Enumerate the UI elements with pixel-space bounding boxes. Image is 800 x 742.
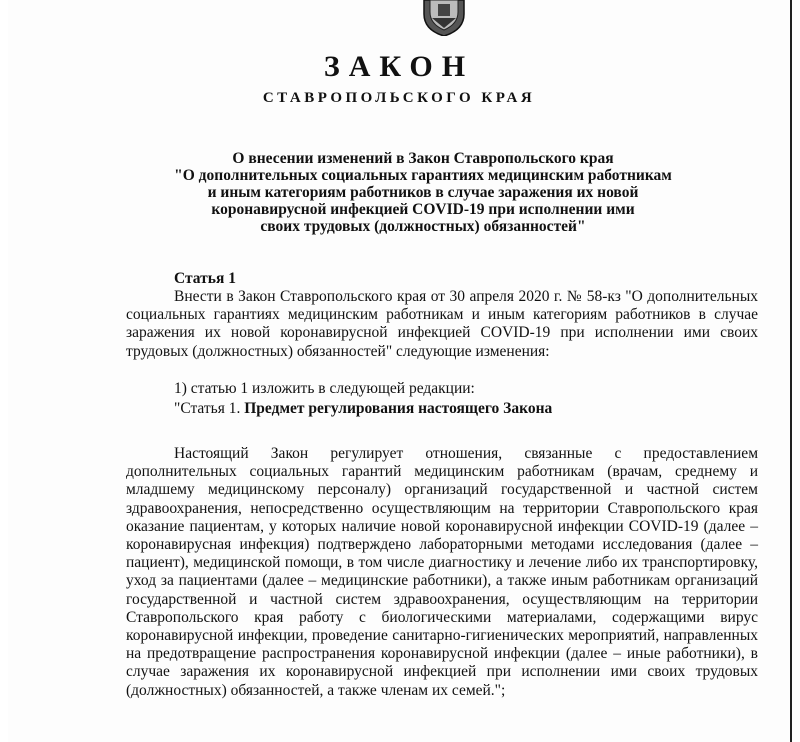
- amendment-item: 1) статью 1 изложить в следующей редакции:: [174, 380, 475, 397]
- subject-line: своих трудовых (должностных) обязанностей": [260, 218, 586, 235]
- coat-of-arms-emblem: [420, 0, 468, 36]
- subject-line: и иным категориям работников в случае заражения их новой: [207, 184, 639, 201]
- article-heading: Статья 1: [174, 270, 236, 287]
- article-intro-paragraph: Внести в Закон Ставропольского края от 30 апреля 2020 г. № 58-кз "О дополнительных социальных гарантиях медицинским работникам и иным категориям работников в случае заражения их новой коронавирусной инфекцией COVID-19 при исполнении ими своих трудовых (должностных) обязанностей" следующие изменения:: [126, 288, 758, 360]
- law-title: ЗАКОН: [323, 50, 475, 83]
- quote-prefix: "Статья 1.: [174, 400, 245, 417]
- law-region: СТАВРОПОЛЬСКОГО КРАЯ: [262, 90, 536, 106]
- article-body-paragraph: Настоящий Закон регулирует отношения, связанные с предоставлением дополнительных социальных гарантий медицинским работникам (врачам, среднему и младшему медицинскому персоналу) организаций государственной и частной систем здравоохранения, непосредственно осуществляющим на территории Ставропольского края оказание пациентам, у которых наличие новой коронавирусной инфекции COVID-19 (далее – коронавирусная инфекция) подтверждено лабораторными методами исследования (далее – пациент), медицинской помощи, в том числе диагностику и лечение либо их транспортировку, уход за пациентами (далее – медицинские работники), а также иным работникам организаций государственной и частной систем здравоохранения, осуществляющим на территории Ставропольского края работу с биологическими материалами, содержащими вирус коронавирусной инфекции, проведение санитарно-гигиенических мероприятий, направленных на предотвращение распространения коронавирусной инфекции (далее – иные работники), в случае заражения их коронавирусной инфекцией при исполнении ими своих трудовых (должностных) обязанностей, а также членам их семей.";: [126, 445, 758, 699]
- subject-line: "О дополнительных социальных гарантиях медицинским работникам: [174, 167, 672, 184]
- quoted-article-title: [174, 400, 758, 418]
- subject-line: О внесении изменений в Закон Ставропольского края: [232, 150, 614, 167]
- document-page: [8, 0, 792, 742]
- law-subject: [128, 150, 718, 235]
- subject-line: коронавирусной инфекцией COVID-19 при исполнении ими: [211, 201, 635, 218]
- quote-title: Предмет регулирования настоящего Закона: [244, 400, 553, 417]
